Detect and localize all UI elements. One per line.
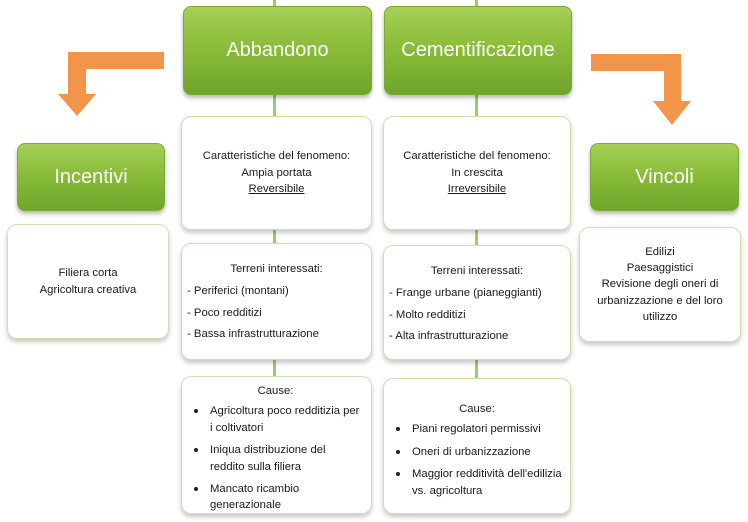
incentivi-item-2: Agricoltura creativa — [39, 283, 137, 296]
abbandono-causes-list — [188, 403, 363, 513]
vincoli-box — [579, 227, 741, 342]
connector-cementificazione-2 — [475, 230, 478, 246]
cementificazione-causes-list — [390, 421, 564, 499]
connector-abbandono-2 — [273, 230, 276, 244]
list-item: Mancato ricambio generazionale — [188, 481, 363, 514]
cementificazione-title: Cementificazione — [401, 39, 555, 61]
incentivi-header — [17, 143, 165, 211]
vincoli-title: Vincoli — [635, 165, 694, 188]
abbandono-lands-box — [181, 243, 372, 360]
abbandono-features-line1: Ampia portata — [241, 166, 312, 179]
vincoli-item-2: Paesaggistici — [626, 261, 694, 274]
cementificazione-header — [384, 6, 572, 95]
abbandono-causes-box — [181, 376, 372, 514]
list-item: - Periferici (montani) — [187, 283, 371, 299]
cementificazione-features-heading: Caratteristiche del fenomeno: — [403, 150, 551, 163]
incentivi-item-1: Filiera corta — [58, 267, 118, 280]
cementificazione-lands-list — [389, 285, 570, 344]
cementificazione-features-line2: Irreversibile — [447, 183, 507, 196]
abbandono-lands-heading: Terreni interessati: — [230, 263, 323, 275]
list-item: Piani regolatori permissivi — [390, 421, 564, 437]
list-item: Iniqua distribuzione del reddito sulla filiera — [188, 442, 363, 475]
list-item: - Frange urbane (pianeggianti) — [389, 285, 570, 301]
cementificazione-causes-box — [383, 378, 571, 514]
abbandono-lands-list — [187, 283, 371, 342]
vincoli-item-3: Revisione degli oneri di urbanizzazione e del loro utilizzo — [597, 278, 723, 324]
vincoli-item-1: Edilizi — [645, 245, 675, 258]
list-item: - Molto redditizi — [389, 307, 570, 323]
connector-cementificazione-3 — [475, 360, 478, 380]
cementificazione-lands-box — [383, 245, 571, 360]
cementificazione-features-line1: In crescita — [451, 166, 503, 179]
list-item: - Bassa infrastrutturazione — [187, 326, 371, 342]
list-item: - Poco redditizi — [187, 305, 371, 321]
list-item: - Alta infrastrutturazione — [389, 328, 570, 344]
connector-abbandono-1 — [273, 95, 276, 117]
cementificazione-causes-heading: Cause: — [459, 403, 495, 415]
abbandono-features-heading: Caratteristiche del fenomeno: — [202, 150, 351, 163]
abbandono-features-line2: Reversibile — [248, 183, 305, 196]
incentivi-title: Incentivi — [54, 165, 128, 188]
abbandono-title: Abbandono — [226, 39, 329, 61]
list-item: Oneri di urbanizzazione — [390, 444, 564, 460]
list-item: Agricoltura poco redditizia per i coltivatori — [188, 403, 363, 436]
vincoli-header — [590, 143, 739, 211]
abbandono-causes-heading: Cause: — [257, 385, 294, 397]
cementificazione-lands-heading: Terreni interessati: — [430, 265, 524, 277]
abbandono-header — [183, 6, 372, 95]
connector-cementificazione-1 — [475, 95, 478, 117]
list-item: Maggior redditività dell'edilizia vs. agricoltura — [390, 466, 564, 499]
cementificazione-features-box — [383, 116, 571, 230]
abbandono-features-box — [181, 116, 372, 230]
incentivi-box — [7, 224, 169, 339]
